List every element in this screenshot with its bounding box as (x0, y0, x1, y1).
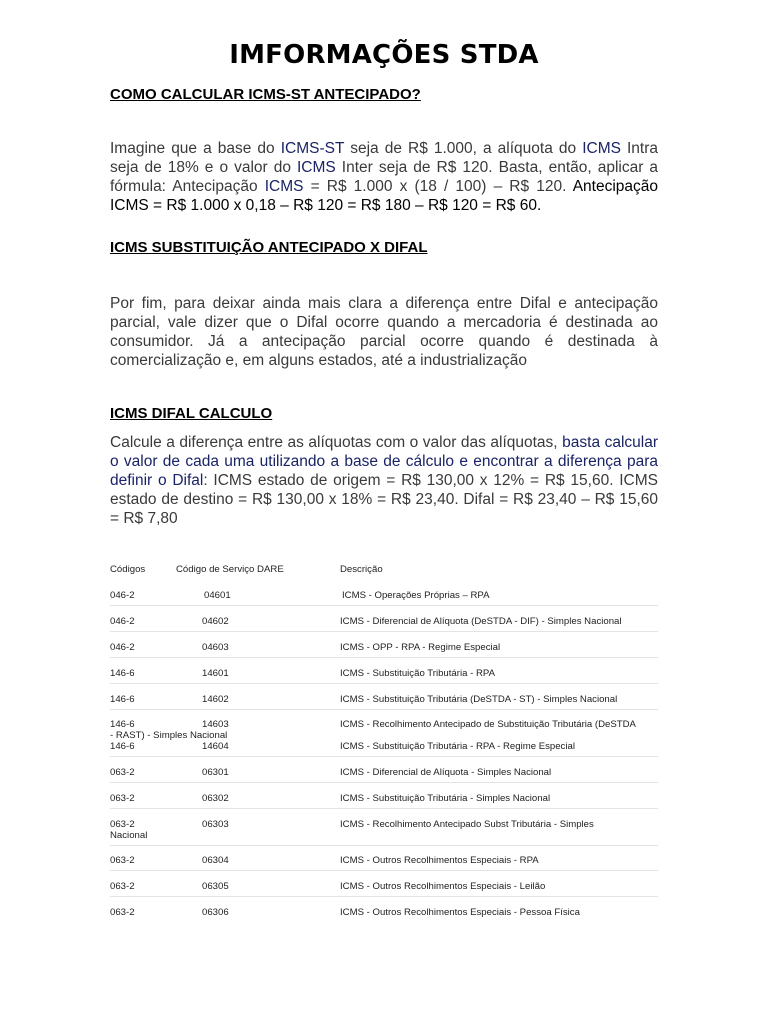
cell-codigo: 063-2 (110, 881, 135, 892)
cell-codigo: 046-2 (110, 642, 135, 653)
cell-codigo: 146-6 (110, 694, 135, 705)
row-divider (110, 631, 658, 632)
cell-descricao: ICMS - Substituição Tributária - RPA (340, 668, 495, 679)
cell-descricao: ICMS - OPP - RPA - Regime Especial (340, 642, 501, 653)
row-divider (110, 683, 658, 684)
cell-codigo: 063-2 (110, 793, 135, 804)
cell-servico: 04603 (202, 642, 229, 653)
cell-descricao: ICMS - Recolhimento Antecipado Subst Tributária - Simples (340, 819, 594, 830)
paragraph-difal: Por fim, para deixar ainda mais clara a diferença entre Difal e antecipação parcial, vale dizer que o Difal ocorre quando a mercadoria é destinada ao consumidor. Já a antecipação parcial ocorre quando é destinada à comercialização e, em alguns estados, até a industrialização (110, 295, 658, 369)
row-divider (110, 896, 658, 897)
row-divider (110, 845, 658, 846)
cell-codigo: 063-2 (110, 855, 135, 866)
cell-servico: 06302 (202, 793, 229, 804)
column-header-servico: Código de Serviço DARE (176, 564, 284, 575)
cell-codigo: 063-2 (110, 819, 135, 830)
cell-descricao: ICMS - Outros Recolhimentos Especiais - Pessoa Física (340, 907, 580, 918)
cell-servico: 04602 (202, 616, 229, 627)
cell-descricao: ICMS - Diferencial de Alíquota - Simples Nacional (340, 767, 552, 778)
column-header-descricao: Descrição (340, 564, 383, 575)
row-divider (110, 756, 658, 757)
row-divider (110, 782, 658, 783)
paragraph-difal-calculo: Calcule a diferença entre as alíquotas com o valor das alíquotas, basta calcular o valor de cada uma utilizando a base de cálculo e encontrar a diferença para definir o Difal: ICMS estado de origem = R$ 130,00 x 12% = R$ 15,60. ICMS estado de destino = R$ 130,00 x 18% = R$ 23,40. Difal = R$ 23,40 – R$ 15,60 = R$ 7,80 (110, 434, 658, 527)
section-heading-difal: ICMS SUBSTITUIÇÃO ANTECIPADO X DIFAL (110, 239, 428, 256)
cell-servico: 06305 (202, 881, 229, 892)
cell-descricao: ICMS - Substituição Tributária - Simples Nacional (340, 793, 551, 804)
cell-descricao-continuation: Nacional (110, 830, 148, 841)
section-heading-difal-calculo: ICMS DIFAL CALCULO (110, 405, 273, 422)
cell-codigo: 146-6 (110, 668, 135, 679)
cell-servico: 14604 (202, 741, 229, 752)
cell-descricao: ICMS - Recolhimento Antecipado de Substituição Tributária (DeSTDA (340, 719, 636, 730)
row-divider (110, 605, 658, 606)
cell-servico: 06306 (202, 907, 229, 918)
row-divider (110, 870, 658, 871)
cell-descricao: ICMS - Outros Recolhimentos Especiais - RPA (340, 855, 539, 866)
cell-descricao: ICMS - Outros Recolhimentos Especiais - Leilão (340, 881, 546, 892)
cell-codigo: 146-6 (110, 719, 135, 730)
section-heading-icms-st: COMO CALCULAR ICMS-ST ANTECIPADO? (110, 86, 421, 103)
cell-servico: 06303 (202, 819, 229, 830)
cell-descricao-continuation: - RAST) - Simples Nacional (110, 730, 228, 741)
cell-servico: 06304 (202, 855, 229, 866)
cell-codigo: 063-2 (110, 907, 135, 918)
cell-codigo: 046-2 (110, 590, 135, 601)
page-title: IMFORMAÇÕES STDA (229, 40, 539, 70)
cell-servico: 14602 (202, 694, 229, 705)
paragraph-icms-st: Imagine que a base do ICMS-ST seja de R$ 1.000, a alíquota do ICMS Intra seja de 18% e o valor do ICMS Inter seja de R$ 120. Basta, então, aplicar a fórmula: Antecipação ICMS = R$ 1.000 x (18 / 100) – R$ 120. Antecipação ICMS = R$ 1.000 x 0,18 – R$ 120 = R$ 180 – R$ 120 = R$ 60. (110, 140, 659, 214)
row-divider (110, 657, 658, 658)
cell-codigo: 046-2 (110, 616, 135, 627)
cell-descricao: ICMS - Operações Próprias – RPA (342, 590, 490, 601)
cell-descricao: ICMS - Substituição Tributária - RPA - Regime Especial (340, 741, 575, 752)
row-divider (110, 808, 658, 809)
cell-servico: 04601 (204, 590, 231, 601)
column-header-codigos: Códigos (110, 564, 146, 575)
cell-servico: 06301 (202, 767, 229, 778)
cell-descricao: ICMS - Diferencial de Alíquota (DeSTDA - DIF) - Simples Nacional (340, 616, 622, 627)
cell-servico: 14601 (202, 668, 229, 679)
cell-codigo: 063-2 (110, 767, 135, 778)
cell-descricao: ICMS - Substituição Tributária (DeSTDA - ST) - Simples Nacional (340, 694, 618, 705)
row-divider (110, 709, 658, 710)
cell-codigo: 146-6 (110, 741, 135, 752)
cell-servico: 14603 (202, 719, 229, 730)
